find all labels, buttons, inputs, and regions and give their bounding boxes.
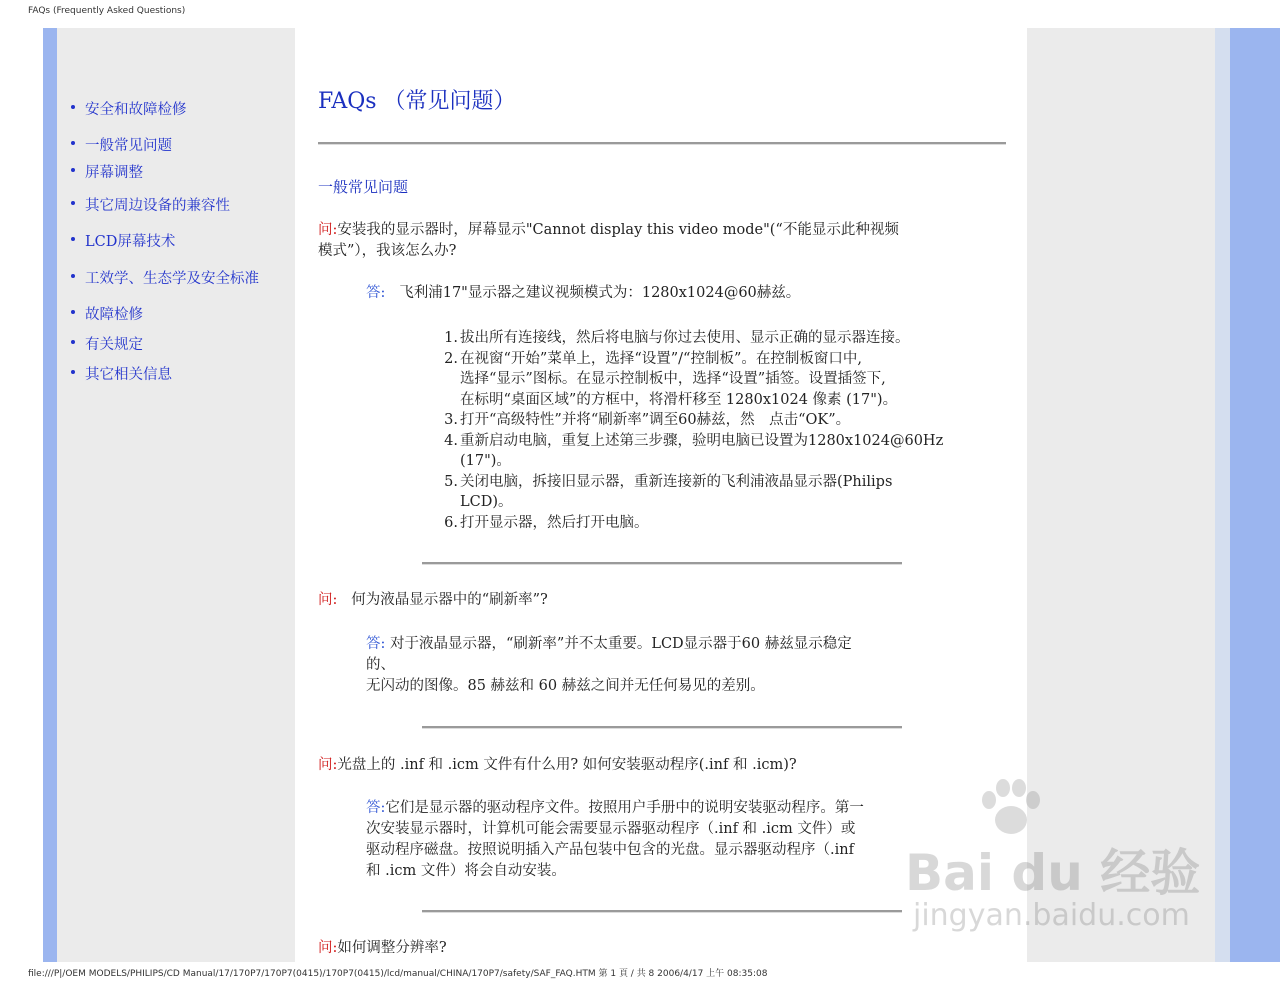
sidebar [57,28,295,962]
page-title: FAQs （常见问题） [318,89,516,114]
bullet-icon [71,370,75,374]
answer-2: 答: 对于液晶显示器，“刷新率”并不太重要。LCD显示器于60 赫兹显示稳定 的、 无闪动的图像。85 赫兹和 60 赫兹之间并无任何易见的差别。 [366,636,852,694]
question-text: 何为液晶显示器中的“刷新率”? [351,592,548,608]
list-item: 4. 重新启动电脑，重复上述第三步骤，验明电脑已设置为1280x1024@60Hz (17")。 [444,432,944,469]
answer-text: 飞利浦17"显示器之建议视频模式为：1280x1024@60赫兹。 [399,285,801,301]
bullet-icon [71,201,75,205]
bullet-icon [71,237,75,241]
bullet-icon [71,168,75,172]
watermark-brand: Bai du 经验 [905,844,1201,902]
steps-list [440,328,1000,533]
answer-label: 答: [366,636,386,652]
watermark [895,778,1215,948]
sidebar-item-troubleshooting[interactable] [71,303,143,324]
question-label: 问: [318,592,338,608]
sidebar-item-standards[interactable] [71,267,259,288]
sidebar-item-general-faq[interactable] [71,134,172,155]
question-label: 问: [318,757,338,773]
question-text: 光盘上的 .inf 和 .icm 文件有什么用? 如何安装驱动程序(.inf 和 .icm)? [337,757,797,773]
list-item: 5. 关闭电脑，拆接旧显示器，重新连接新的飞利浦液晶显示器(Philips LCD)。 [444,473,893,510]
sidebar-item-label: 一般常见问题 [85,138,172,154]
section-title: 一般常见问题 [318,178,409,196]
sidebar-item-label: 有关规定 [85,337,143,353]
watermark-url: jingyan.baidu.com [913,898,1190,933]
document-footer: file:///P|/OEM MODELS/PHILIPS/CD Manual/17/170P7/170P7(0415)/170P7(0415)/lcd/manual/CHINA/170P7/safety/SAF_FAQ.HTM 第 1 頁 / 共 8 2006/4/17 上午 08:35:08 [28,969,768,979]
answer-label: 答: [366,800,386,816]
divider [422,562,902,565]
divider [422,726,902,729]
paw-icon [975,778,1045,838]
sidebar-item-label: LCD屏幕技术 [85,234,176,250]
list-item: 1. 拔出所有连接线，然后将电脑与你过去使用、显示正确的显示器连接。 [444,330,910,346]
right-strip [1215,28,1230,962]
question-text: 模式”），我该怎么办? [318,243,457,259]
title-divider [318,142,1006,145]
divider [422,910,902,913]
sidebar-item-label: 故障检修 [85,307,143,323]
answer-label: 答: [366,285,386,301]
list-item: 2. 在视窗“开始”菜单上，选择“设置”/“控制板”。在控制板窗口中, 选择“显示”图标。在显示控制板中，选择“设置”插签。设置插签下, 在标明“桌面区域”的方框中，将滑杆移至 1280x1024 像素 (17")。 [444,350,898,408]
sidebar-item-other-info[interactable] [71,363,172,384]
question-text: 安装我的显示器时，屏幕显示"Cannot display this video mode"(“不能显示此种视频 [337,222,899,238]
question-3 [318,755,797,776]
sidebar-item-label: 其它周边设备的兼容性 [85,198,230,214]
sidebar-item-lcd-tech[interactable] [71,230,175,251]
sidebar-item-regulations[interactable] [71,333,143,354]
list-item: 6. 打开显示器，然后打开电脑。 [444,514,649,531]
question-2 [318,590,548,611]
sidebar-item-label: 工效学、生态学及安全标准 [85,271,259,287]
answer-1 [366,283,1006,304]
answer-3: 答:它们是显示器的驱动程序文件。按照用户手册中的说明安装驱动程序。第一 次安装显示器时，计算机可能会需要显示器驱动程序（.inf 和 .icm 文件）或 驱动程序磁盘。按照说明插入产品包装中包含的光盘。显示器驱动程序（.inf 和 .icm 文件）将会自动安装。 [366,800,864,879]
bullet-icon [71,105,75,109]
question-4 [318,938,447,959]
bullet-icon [71,310,75,314]
bullet-icon [71,274,75,278]
question-1 [318,220,1008,262]
sidebar-item-label: 其它相关信息 [85,367,172,383]
sidebar-item-label: 屏幕调整 [85,165,143,181]
sidebar-item-label: 安全和故障检修 [85,102,187,118]
sidebar-item-peripheral-compat[interactable] [71,194,230,215]
list-item: 3. 打开“高级特性”并将“刷新率”调至60赫兹，然 点击“OK”。 [444,412,851,428]
question-label: 问: [318,940,338,956]
sidebar-item-safety[interactable] [71,98,187,119]
document-header: FAQs (Frequently Asked Questions) [28,6,186,16]
left-accent-bar [43,28,57,962]
question-text: 如何调整分辨率? [337,940,447,956]
bullet-icon [71,340,75,344]
sidebar-item-screen-adjust[interactable] [71,161,143,182]
right-accent-bar [1230,28,1280,962]
question-label: 问: [318,222,338,238]
bullet-icon [71,141,75,145]
